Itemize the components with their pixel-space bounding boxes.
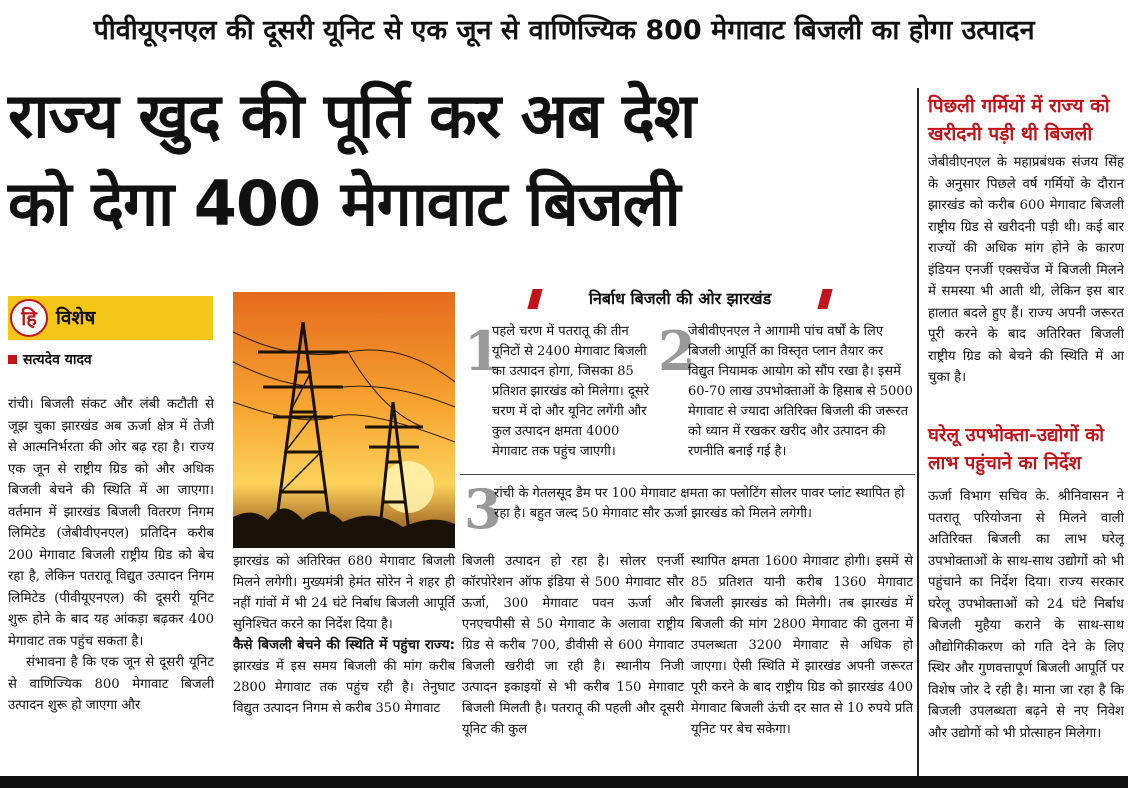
article-column-4: स्थापित क्षमता 1600 मेगावाट होगी। इसमें से 85 प्रतिशत यानी करीब 1360 मेगावाट बिजली झारखंड को मिलेगी। तब झारखंड में बिजली की मांग 2800 मेगावाट की तुलना में उपलब्धता 3200 मेगावाट से अधिक हो जाएगा। ऐसी स्थिति में झारखंड अपनी जरूरत पूरी करने के बाद राष्ट्रीय ग्रिड को झारखंड 400 मेगावाट बिजली ऊंची दर सात से 10 रुपये प्रति यूनिट पर बेच सकेगा। — [691, 554, 913, 737]
byline-marker-icon — [8, 355, 17, 364]
column-2-subheading: कैसे बिजली बेचने की स्थिति में पहुंचा राज्य: — [233, 637, 455, 653]
point-1-number: 1 — [464, 319, 502, 383]
points-divider — [460, 474, 915, 475]
section-tagline — [530, 285, 830, 313]
kicker-headline: पीवीयूएनएल की दूसरी यूनिट से एक जून से वाणिज्यिक 800 मेगावाट बिजली का होगा उत्पादन — [93, 15, 1035, 46]
column-divider — [917, 88, 919, 778]
headline-line-2: को देगा 400 मेगावाट बिजली — [8, 167, 680, 240]
tagline-left-tab — [527, 289, 542, 309]
power-tower-photo — [233, 292, 455, 548]
tagline-right-tab — [817, 289, 832, 309]
bottom-border — [0, 776, 1128, 788]
point-2-number: 2 — [658, 319, 696, 383]
headline-line-1: राज्य खुद की पूर्ति कर अब देश — [8, 79, 696, 152]
byline-author: सत्यदेव यादव — [23, 352, 92, 368]
sidebar-heading-1: पिछली गर्मियों में राज्य को खरीदनी पड़ी थी बिजली — [928, 95, 1110, 145]
power-tower-illustration — [233, 292, 455, 548]
point-1-text: पहले चरण में पतरातू की तीन यूनिटों से 2400 मेगावाट बिजली का उत्पादन होगा, जिसका 85 प्रतिशत झारखंड को मिलेगा। दूसरे चरण में दो और यूनिट लगेंगी और कुल उत्पादन क्षमता 4000 मेगावाट तक पहुंच जाएगी। — [492, 324, 649, 459]
point-2-text: जेबीवीएनएल ने आगामी पांच वर्षों के लिए बिजली आपूर्ति का विस्तृत प्लान तैयार कर विद्युत नियामक आयोग को सौंप रखा है। इसमें 60-70 लाख उपभोक्ताओं के हिसाब से 5000 मेगावाट से ज्यादा अतिरिक्त बिजली की जरूरत को ध्यान में रखकर खरीद और उत्पादन की रणनीति बनाई गई है। — [688, 324, 913, 459]
article-column-1 — [8, 394, 214, 776]
column-2-paragraph-2: झारखंड में इस समय बिजली की मांग करीब 2800 मेगावाट तक पहुंच रही है। तेनुघाट विद्युत उत्पादन निगम से करीब 350 मेगावाट — [233, 659, 455, 716]
sidebar-heading-2: घरेलू उपभोक्ता-उद्योगों को लाभ पहुंचाने का निर्देश — [928, 425, 1105, 474]
byline — [8, 350, 92, 369]
sidebar-text-2: ऊर्जा विभाग सचिव के. श्रीनिवासन ने पतरातू परियोजना से मिलने वाली अतिरिक्त बिजली का लाभ घरेलू उपभोक्ताओं के साथ-साथ उद्योगों को भी पहुंचाने का निर्देश दिया। राज्य सरकार घरेलू उपभोक्ताओं को 24 घंटे निर्बाध बिजली मुहैया कराने के साथ-साथ औद्योगिकीकरण को गति देने के लिए स्थिर और गुणवत्तापूर्ण बिजली आपूर्ति पर विशेष जोर दे रही है। माना जा रहा है कि बिजली उपलब्धता बढ़ने से नए निवेश और उद्योगों को भी प्रोत्साहन मिलेगा। — [928, 489, 1124, 741]
article-column-3: बिजली उत्पादन हो रहा है। सोलर एनर्जी कॉरपोरेशन ऑफ इंडिया से 500 मेगावाट सौर ऊर्जा, 300 मेगावाट पवन ऊर्जा और एनएचपीसी से 50 मेगावाट के अलावा राष्ट्रीय ग्रिड से करीब 700, डीवीसी से 600 मेगावाट बिजली खरीदी जा रही है। स्थानीय निजी उत्पादन इकाइयों से भी करीब 150 मेगावाट बिजली मिलती है। पतरातू की पहली और दूसरी यूनिट की कुल — [462, 554, 684, 737]
badge-label: विशेष — [56, 307, 96, 329]
column-1-paragraph-1: रांची। बिजली संकट और लंबी कटौती से जूझ चुका झारखंड अब ऊर्जा क्षेत्र में तेजी से आत्मनिर्भरता की ओर बढ़ रहा है। राज्य एक जून से राष्ट्रीय ग्रिड को और अधिक बिजली बेचने की स्थिति में आ जाएगा। वर्तमान में झारखंड बिजली वितरण निगम लिमिटेड (जेबीवीएनएल) प्रतिदिन करीब 200 मेगावाट बिजली राष्ट्रीय ग्रिड को बेच रहा है, लेकिन पतरातू विद्युत उत्पादन निगम लिमिटेड (पीवीयूएनएल) की दूसरी यूनिट शुरू होने के बाद यह आंकड़ा बढ़कर 400 मेगावाट तक पहुंच सकता है। — [8, 397, 214, 649]
column-2-paragraph-1: झारखंड को अतिरिक्त 680 मेगावाट बिजली मिलने लगेगी। मुख्यमंत्री हेमंत सोरेन ने शहर ही नहीं गांवों में भी 24 घंटे निर्बाध बिजली आपूर्ति सुनिश्चित करने का निर्देश दिया है। — [233, 554, 455, 632]
article-column-2 — [233, 551, 455, 776]
main-headline — [8, 72, 913, 248]
point-3-number: 3 — [464, 477, 502, 541]
tagline-text: निर्बाध बिजली की ओर झारखंड — [588, 289, 772, 308]
sidebar-text-1: जेबीवीएनएल के महाप्रबंधक संजय सिंह के अनुसार पिछले वर्ष गर्मियों के दौरान झारखंड को करीब 600 मेगावाट बिजली राष्ट्रीय ग्रिड से खरीदनी पड़ी थी। कई बार राज्यों की अधिक मांग होने के कारण इंडियन एनर्जी एक्सचेंज में बिजली मिलने में समस्या भी आती थी, लेकिन इस बार हालात बदले हुए हैं। राज्य अपनी जरूरत पूरी करने के बाद अतिरिक्त बिजली राष्ट्रीय ग्रिड को बेचने की स्थिति में आ चुका है। — [928, 155, 1124, 385]
point-3-text: रांची के गेतलसूद डैम पर 100 मेगावाट क्षमता का फ्लोटिंग सोलर पावर प्लांट स्थापित हो रहा है। बहुत जल्द 50 मेगावाट सौर ऊर्जा झारखंड को मिलने लगेगी। — [494, 486, 905, 521]
column-1-paragraph-2: संभावना है कि एक जून से दूसरी यूनिट से वाणिज्यिक 800 मेगावाट बिजली उत्पादन शुरू हो जाएगा और — [8, 655, 214, 713]
brand-logo-icon: हि — [10, 299, 48, 337]
